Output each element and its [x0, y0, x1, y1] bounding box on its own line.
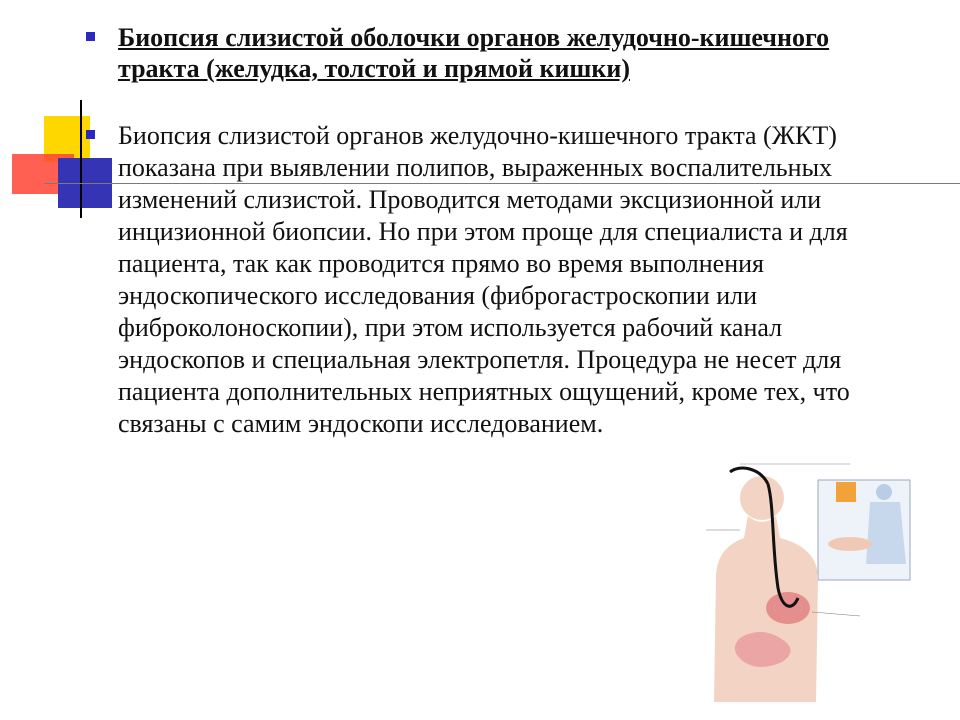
slide-heading: Биопсия слизистой оболочки органов желудочно-кишечного тракта (желудка, толстой и прямой кишки): [118, 23, 830, 83]
patient-figure-icon: [828, 537, 872, 551]
patient-head-icon: [740, 476, 784, 520]
doctor-head-icon: [876, 484, 892, 500]
doctor-body-icon: [866, 502, 906, 564]
slide-paragraph: Биопсия слизистой органов желудочно-кишечного тракта (ЖКТ) показана при выявлении полипов, выраженных воспалительных изменений слизистой. Проводится методами эксцизионной или инцизионной биопсии. Но при этом проще для специалиста и для пациента, так как проводится прямо во время выполнения эндоскопического исследования (фиброгастроскопии или фиброколоноскопии), при этом используется рабочий канал эндоскопов и специальная электропетля. Процедура не несет для пациента дополнительных неприятных ощущений, кроме тех, что связаны с самим эндоскопи исследованием.: [118, 121, 850, 438]
callout-line: [812, 612, 860, 616]
monitor-screen-icon: [836, 482, 856, 502]
endoscopy-illustration: [700, 458, 920, 702]
bullet-icon: [86, 130, 95, 139]
stomach-icon: [766, 592, 810, 624]
bullet-icon: [86, 32, 95, 41]
decor-vertical-line: [80, 100, 82, 218]
